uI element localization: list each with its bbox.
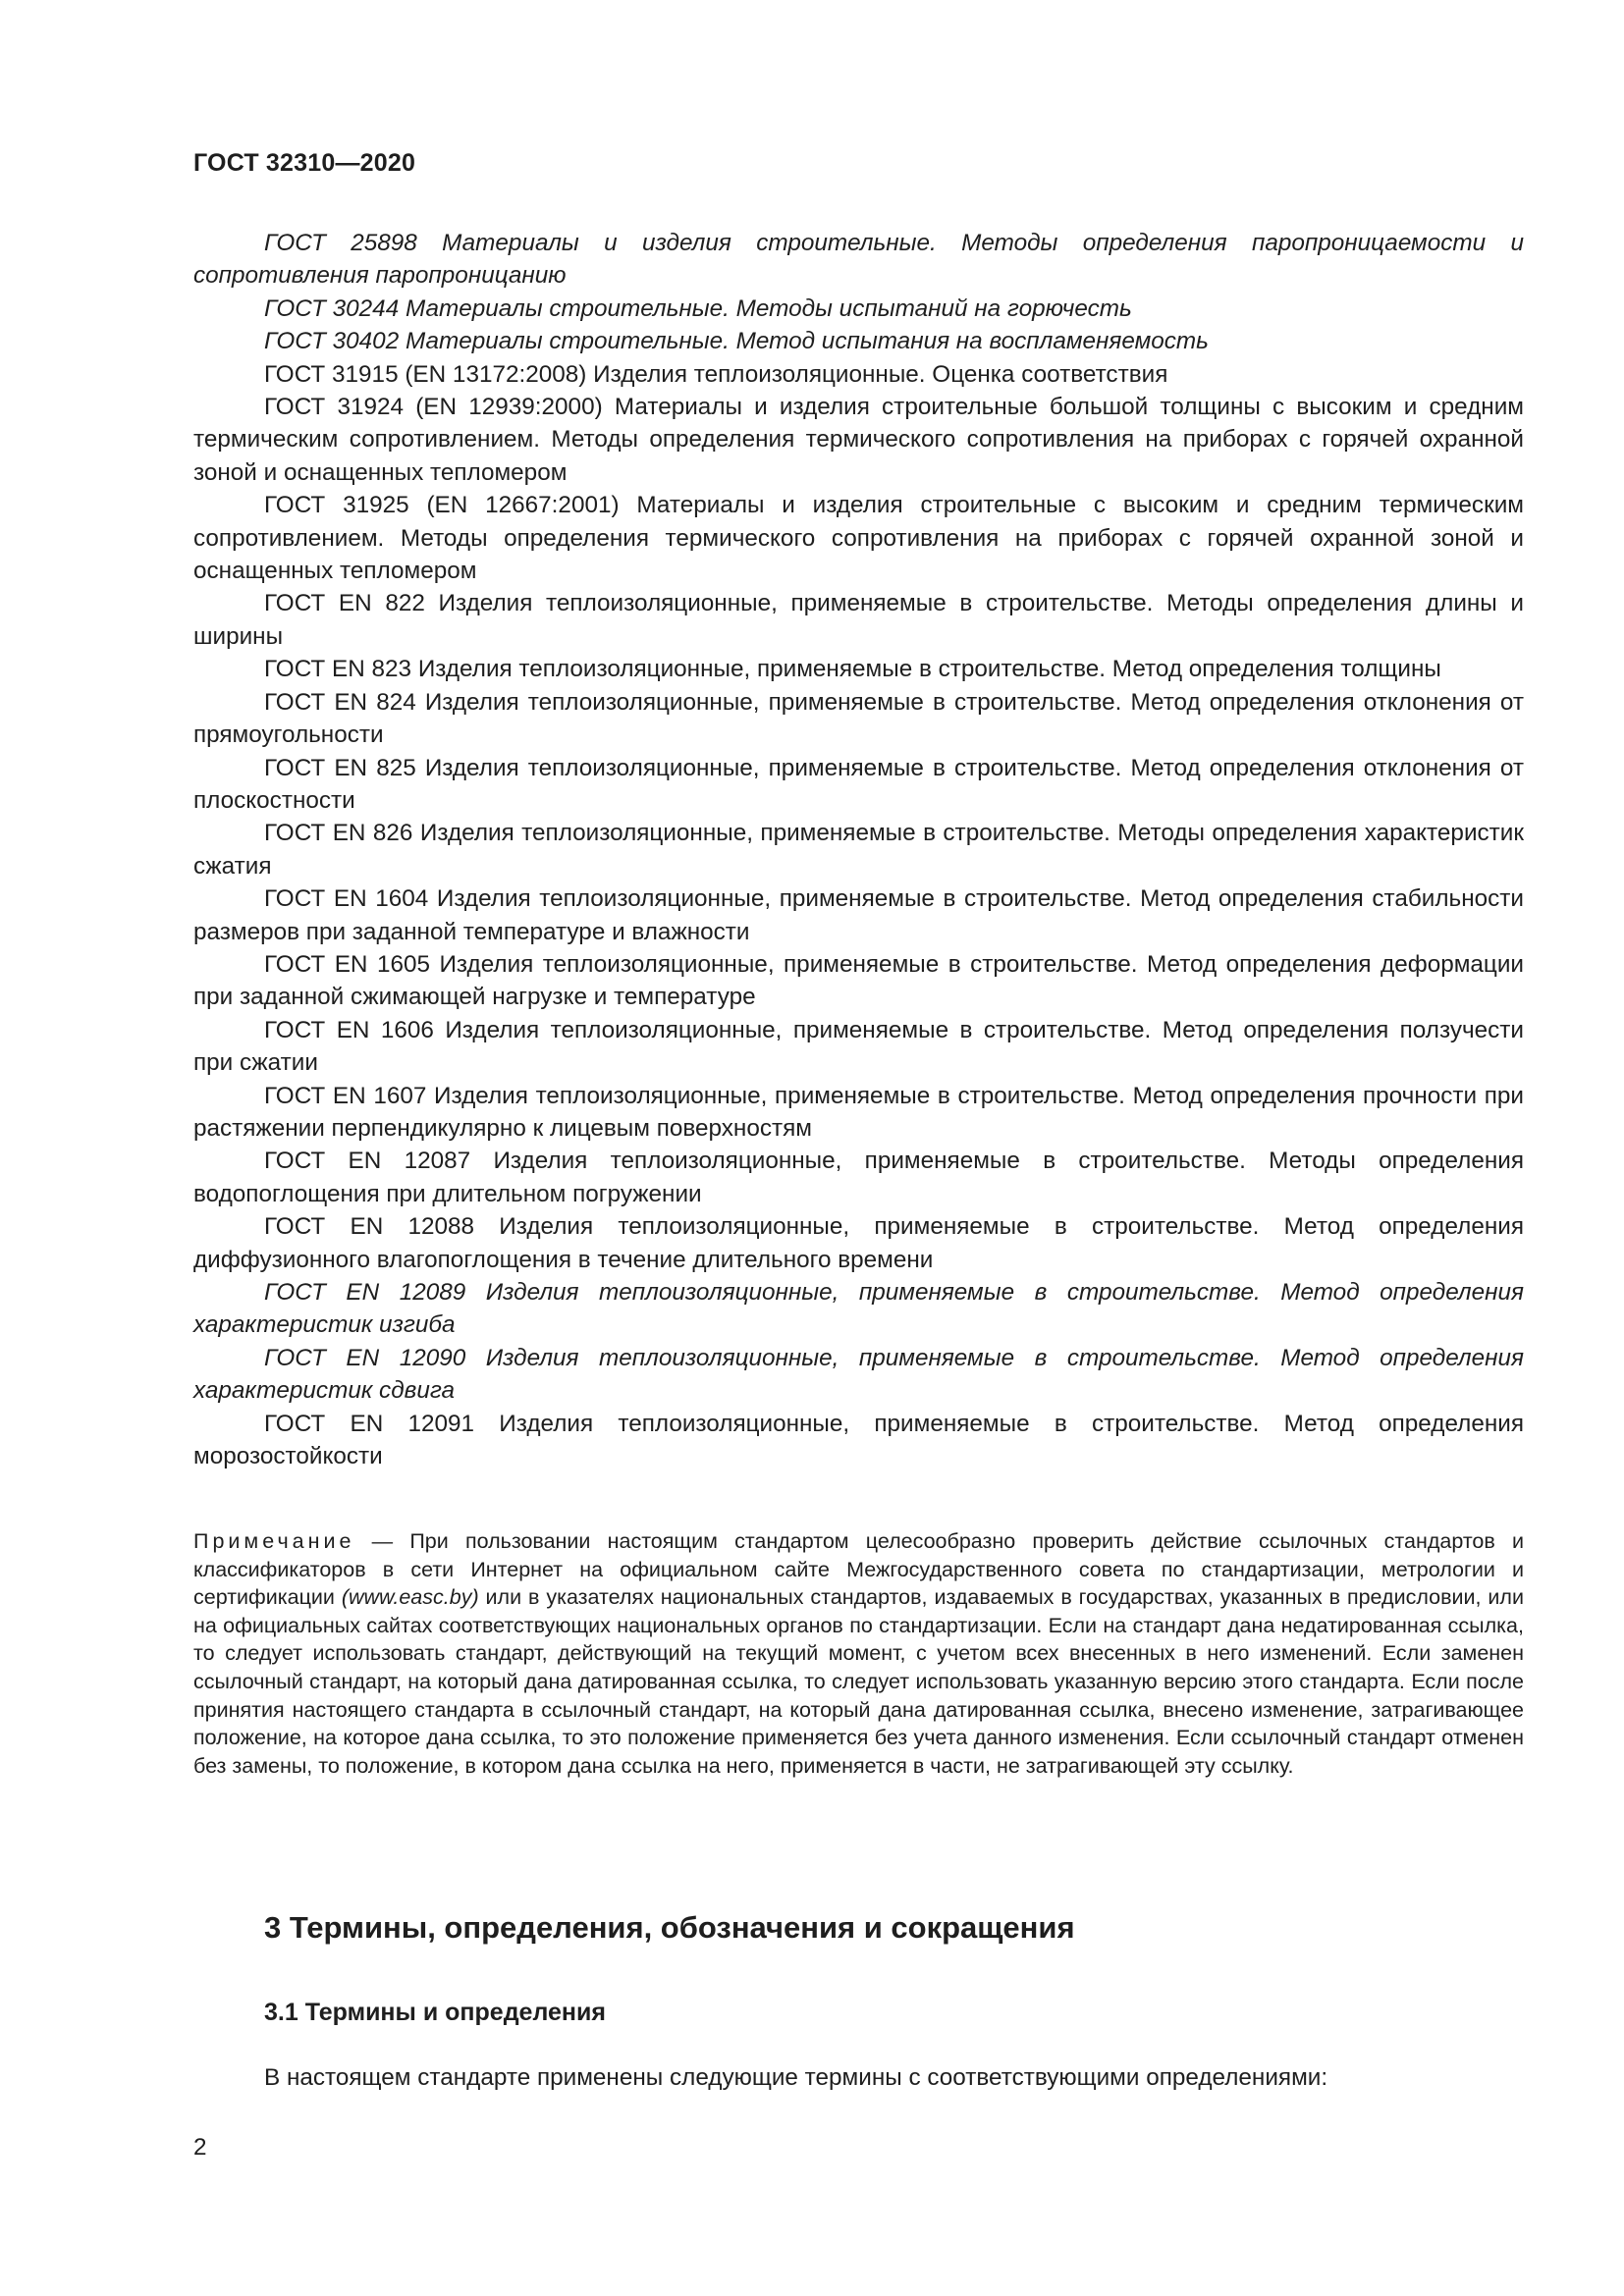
reference-item: ГОСТ 30402 Материалы строительные. Метод испытания на воспламеняемость [264,328,1209,355]
reference-item: ГОСТ EN 826 Изделия теплоизоляционные, применяемые в строительстве. Методы определения характеристик сжатия [193,820,1524,880]
document-id-header: ГОСТ 32310—2020 [193,149,416,177]
reference-item: ГОСТ 31924 (EN 12939:2000) Материалы и изделия строительные большой толщины с высоким и средним термическим сопротивлением. Методы определения термического сопротивления на приборах с горячей охранной зоной и оснащенных тепломером [193,394,1524,486]
reference-item: ГОСТ EN 12091 Изделия теплоизоляционные, применяемые в строительстве. Метод определения морозостойкости [193,1410,1524,1470]
page-number: 2 [193,2134,207,2161]
reference-item: ГОСТ EN 823 Изделия теплоизоляционные, применяемые в строительстве. Метод определения толщины [264,656,1441,683]
reference-item: ГОСТ EN 1606 Изделия теплоизоляционные, применяемые в строительстве. Метод определения ползучести при сжатии [193,1016,1524,1077]
section-3-heading: 3 Термины, определения, обозначения и сокращения [264,1910,1075,1945]
reference-item: ГОСТ EN 1604 Изделия теплоизоляционные, применяемые в строительстве. Метод определения стабильности размеров при заданной температуре и влажности [193,885,1524,945]
reference-item: ГОСТ 31925 (EN 12667:2001) Материалы и изделия строительные с высоким и средним термическим сопротивлением. Методы определения термического сопротивления на приборах с горячей охранной зоной и оснащенных тепломером [193,492,1524,585]
note-text-after: или в указателях национальных стандартов, издаваемых в государствах, указанных в предисловии, или на официальных сайтах соответствующих национальных органов по стандартизации. Если на стандарт дана недатированная ссылка, то следует использовать стандарт, действующий на текущий момент, с учетом всех внесенных в него изменений. Если заменен ссылочный стандарт, на который дана датированная ссылка, то следует использовать указанную версию этого стандарта. Если после принятия настоящего стандарта в ссылочный стандарт, на который дана датированная ссылка, внесено изменение, затрагивающее положение, на которое дана ссылка, то это положение применяется без учета данного изменения. Если ссылочный стандарт отменен без замены, то положение, в котором дана ссылка на него, применяется в части, не затрагивающей эту ссылку. [193,1585,1524,1778]
note-label: Примечание [193,1529,355,1553]
reference-item: ГОСТ EN 12089 Изделия теплоизоляционные, применяемые в строительстве. Метод определения характеристик изгиба [193,1279,1524,1339]
reference-item: ГОСТ EN 824 Изделия теплоизоляционные, применяемые в строительстве. Метод определения отклонения от прямоугольности [193,688,1524,749]
reference-item: ГОСТ 30244 Материалы строительные. Методы испытаний на горючесть [264,294,1132,322]
note-website-link[interactable]: (www.easc.by) [341,1585,479,1610]
reference-item: ГОСТ 25898 Материалы и изделия строительные. Методы определения паропроницаемости и сопротивления паропроницанию [193,230,1524,290]
terms-intro-text: В настоящем стандарте применены следующие термины с соответствующими определениями: [264,2064,1328,2091]
reference-item: ГОСТ EN 12088 Изделия теплоизоляционные, применяемые в строительстве. Метод определения диффузионного влагопоглощения в течение длительного времени [193,1213,1524,1273]
reference-item: ГОСТ EN 12087 Изделия теплоизоляционные, применяемые в строительстве. Методы определения водопоглощения при длительном погружении [193,1148,1524,1207]
reference-item: ГОСТ EN 825 Изделия теплоизоляционные, применяемые в строительстве. Метод определения отклонения от плоскостности [193,754,1524,814]
references-note [193,1527,1524,1780]
reference-item: ГОСТ EN 1607 Изделия теплоизоляционные, применяемые в строительстве. Метод определения прочности при растяжении перпендикулярно к лицевым поверхностям [193,1082,1524,1142]
note-dash: — [354,1529,410,1553]
normative-references-list [193,227,1524,1472]
reference-item: ГОСТ EN 822 Изделия теплоизоляционные, применяемые в строительстве. Методы определения длины и ширины [193,590,1524,650]
note-text-before: При пользовании настоящим стандартом целесообразно проверить действие ссылочных стандартов и классификаторов в сети Интернет на официальном сайте Межгосударственного совета по стандартизации, метрологии и сертификации [193,1529,1524,1610]
subsection-3-1-heading: 3.1 Термины и определения [264,1999,606,2026]
reference-item: ГОСТ EN 12090 Изделия теплоизоляционные, применяемые в строительстве. Метод определения характеристик сдвига [193,1344,1524,1405]
reference-item: ГОСТ 31915 (EN 13172:2008) Изделия теплоизоляционные. Оценка соответствия [264,360,1168,388]
reference-item: ГОСТ EN 1605 Изделия теплоизоляционные, применяемые в строительстве. Метод определения деформации при заданной сжимающей нагрузке и температуре [193,950,1524,1011]
